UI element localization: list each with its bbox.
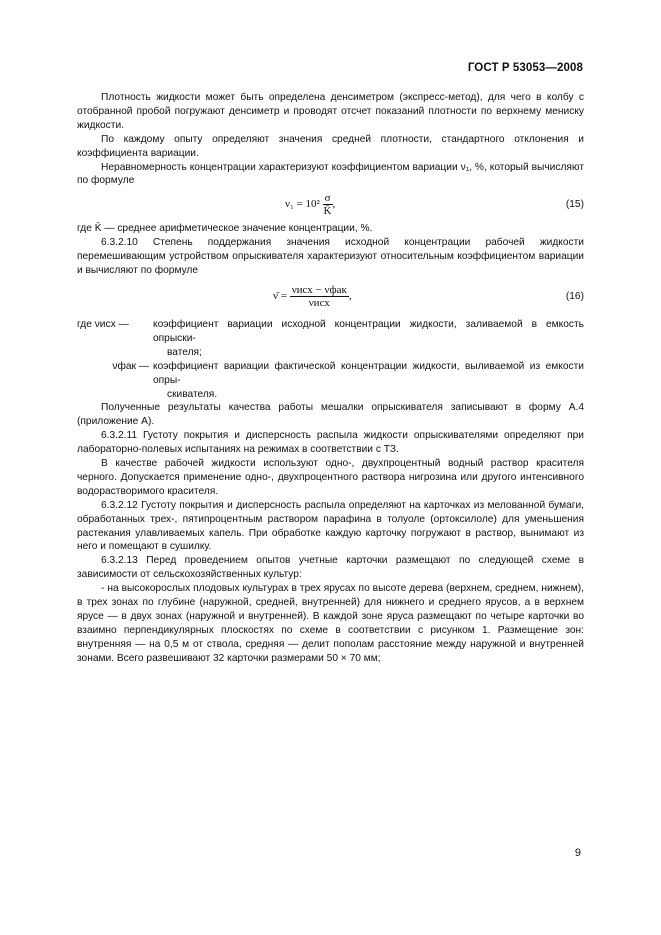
paragraph-6-3-2-13: 6.3.2.13 Перед проведением опытов учетные карточки размещают по следующей схеме в зависимости от сельскохозяйственных культур:	[77, 555, 584, 581]
where-term-nu-isx: где νисх —	[77, 318, 129, 330]
formula-15	[77, 188, 584, 222]
formula-15-lhs: ν₁ = 10²	[285, 198, 320, 211]
where-desc-nu-fak-line1: коэффициент вариации фактической концентрации жидкости, выливаемой из емкости опры-	[153, 360, 584, 386]
formula-15-denominator: K̄	[323, 205, 332, 218]
formula-15-expression	[285, 192, 335, 217]
page-body	[77, 91, 584, 666]
where-desc-nu-isx-line1: коэффициент вариации исходной концентрации жидкости, заливаемой в емкость опрыски-	[153, 318, 584, 344]
paragraph-density-method: Плотность жидкости может быть определена денсиметром (экспресс-метод), для чего в колбу с отобранной пробой погружают денсиметр и проводят отсчет показаний плотности по верхнему мениску жидкости.	[77, 92, 584, 131]
formula-16-number: (16)	[565, 290, 584, 302]
where-term-nu-fak: νфак —	[112, 360, 149, 372]
formula-16-fraction	[290, 284, 349, 309]
where-list-item-2	[77, 360, 584, 402]
formula-16-numerator: νисх − νфак	[291, 283, 347, 296]
where-desc-nu-isx	[153, 318, 584, 360]
paragraph-where-k: где K̄ — среднее арифметическое значение концентрации, %.	[77, 223, 373, 235]
paragraph-6-3-2-10: 6.3.2.10 Степень поддержания значения исходной концентрации рабочей жидкости перемешивающим устройством опрыскивателя характеризуют относительным коэффициентом вариации и вычисляют по формуле	[77, 237, 584, 277]
where-desc-nu-fak	[153, 360, 584, 402]
formula-16-lhs: ν̄ =	[273, 290, 287, 302]
formula-16	[77, 278, 584, 318]
paragraph-tall-crops: - на высокорослых плодовых культурах в трех ярусах по высоте дерева (верхнем, среднем, нижнем), в трех зонах по глубине (наружной, средней, внутренней) для нижнего и среднего ярусов, а в верхнем ярусе — в двух зонах (наружной и внутренней). В каждой зоне яруса размещают по четыре карточки во взаимно перпендикулярных плоскостях по схеме в соответствии с рисунком 1. Размещение зон: внутренняя — на 0,5 м от ствола, средняя — делит пополам расстояние между наружной и внутренней зонами. Всего развешивают 32 карточки размерами 50 × 70 мм;	[77, 583, 584, 664]
formula-15-number: (15)	[565, 199, 584, 211]
formula-15-fraction	[323, 192, 333, 217]
formula-15-numerator: σ	[324, 192, 331, 205]
paragraph-statistics: По каждому опыту определяют значения средней плотности, стандартного отклонения и коэффициента вариации.	[77, 133, 584, 159]
paragraph-6-3-2-12: 6.3.2.12 Густоту покрытия и дисперсность распыла определяют на карточках из мелованной бумаги, обработанных трех-, пятипроцентным раствором парафина в толуоле (ортоксилоле) для уменьшения растекания улавливаемых капель. При обработке каждую карточку погружают в раствор, вынимают из него и помещают в сушилку.	[77, 499, 584, 553]
standard-designation: ГОСТ Р 53053—2008	[467, 62, 583, 74]
formula-15-tail: ,	[332, 198, 336, 211]
where-list-item-1	[77, 318, 584, 360]
where-desc-nu-isx-line2: вателя;	[167, 346, 202, 358]
where-desc-nu-fak-line2: скивателя.	[167, 388, 218, 400]
paragraph-working-liquid: В качестве рабочей жидкости используют одно-, двухпроцентный водный раствор красителя черного. Допускается применение одно-, двухпроцентного раствора нигрозина или другого интенсивного водорастворимого красителя.	[77, 458, 584, 497]
formula-16-denominator: νисх	[308, 296, 330, 309]
formula-16-expression	[273, 284, 352, 309]
paragraph-variation-coefficient: Неравномерность концентрации характеризуют коэффициентом вариации ν₁, %, который вычисляют по формуле	[77, 161, 584, 187]
page-number: 9	[574, 847, 581, 859]
formula-16-tail: ,	[348, 290, 352, 302]
paragraph-6-3-2-11: 6.3.2.11 Густоту покрытия и дисперсность распыла жидкости опрыскивателями определяют при лабораторно-полевых испытаниях на режимах в соответствии с ТЗ.	[77, 430, 584, 456]
paragraph-results-form: Полученные результаты качества работы мешалки опрыскивателя записывают в форму А.4 (приложение А).	[77, 402, 584, 428]
